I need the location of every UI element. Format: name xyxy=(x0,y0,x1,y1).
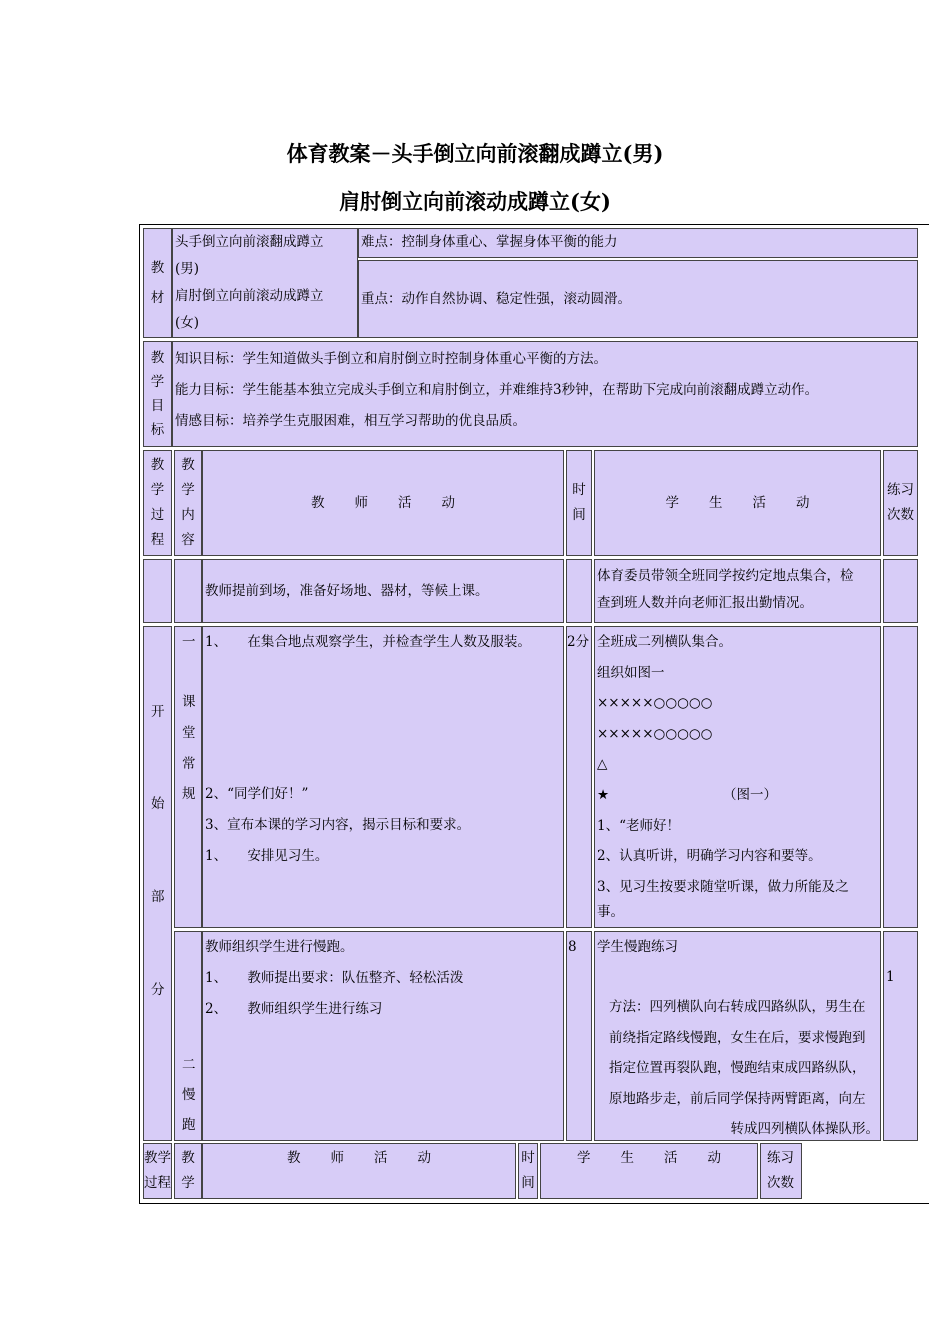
header-process-3: 过 xyxy=(150,507,165,523)
objective-emotion: 情感目标：培养学生克服困难，相互学习帮助的优良品质。 xyxy=(175,413,526,429)
row0-student-line-1: 体育委员带领全班同学按约定地点集合，检 xyxy=(597,568,854,584)
footer-teacher-cell xyxy=(202,1143,516,1199)
footer-student-text: 学生活动 xyxy=(577,1150,751,1166)
figure-caption: （图一） xyxy=(723,787,777,803)
footer-time-1: 时 xyxy=(521,1150,535,1166)
materials-label-1: 教 xyxy=(150,260,165,276)
row1-student-7: 1、“老师好！ xyxy=(597,817,680,834)
row1-content-1: 一 xyxy=(182,634,196,650)
header-time-2: 间 xyxy=(572,507,586,523)
row2-teacher-cell xyxy=(202,931,564,1141)
row1-student-1: 全班成二列横队集合。 xyxy=(597,634,732,650)
header-process-cell xyxy=(143,450,172,556)
section-start-1: 开 xyxy=(151,704,165,720)
header-process-2: 学 xyxy=(150,482,165,498)
row1-content-2: 课 xyxy=(182,694,196,710)
row1-student-10: 事。 xyxy=(597,904,624,921)
footer-process-1: 教学 xyxy=(144,1150,171,1166)
objectives-label-3: 目 xyxy=(150,398,165,414)
row1-teacher-cell xyxy=(202,626,564,928)
section-start-3: 部 xyxy=(151,889,165,905)
row1-student-formation-1: ×××××○○○○○ xyxy=(597,695,713,712)
row1-student-cell xyxy=(594,626,881,928)
row2-teacher-3: 2、 教师组织学生进行练习 xyxy=(205,1001,383,1017)
row2-student-cell xyxy=(594,931,881,1141)
header-teacher-cell xyxy=(202,450,564,556)
objectives-label-cell xyxy=(143,341,172,447)
header-student-cell xyxy=(594,450,881,556)
row2-reps-cell xyxy=(883,931,918,1141)
row1-content-cell xyxy=(174,626,202,928)
row0-teacher-text: 教师提前到场，准备好场地、器材，等候上课。 xyxy=(205,583,489,599)
row2-content-2: 慢 xyxy=(182,1087,196,1103)
header-process-1: 教 xyxy=(150,457,165,473)
materials-label-cell xyxy=(143,228,172,338)
row0-teacher-cell xyxy=(202,559,564,623)
row2-reps: 1 xyxy=(886,969,895,985)
header-time-1: 时 xyxy=(572,482,586,498)
row2-method-4: 原地路步走，前后同学保持两臂距离，向左 xyxy=(609,1090,866,1107)
key-point-cell xyxy=(358,260,918,338)
footer-time-2: 间 xyxy=(521,1175,535,1191)
key-point-text: 重点：动作自然协调、稳定性强，滚动圆滑。 xyxy=(361,291,631,307)
objectives-cell xyxy=(172,341,918,447)
header-content-cell xyxy=(174,450,202,556)
row2-content-3: 跑 xyxy=(182,1117,196,1133)
row2-method-5: 转成四列横队体操队形。 xyxy=(730,1121,879,1137)
row2-time: 8 xyxy=(568,939,577,955)
row2-method-2: 前绕指定路线慢跑，女生在后，要求慢跑到 xyxy=(609,1029,866,1046)
header-content-1: 教 xyxy=(181,457,195,473)
row0-content-cell xyxy=(174,559,202,623)
row0-time-cell xyxy=(566,559,592,623)
header-reps-cell xyxy=(883,450,918,556)
header-time-cell xyxy=(566,450,592,556)
row1-teacher-3: 3、宣布本课的学习内容，揭示目标和要求。 xyxy=(205,817,471,833)
footer-reps-cell xyxy=(760,1143,802,1199)
row1-student-8: 2、认真听讲，明确学习内容和要等。 xyxy=(597,848,822,865)
row2-method-3: 指定位置再裂队跑，慢跑结束成四路纵队， xyxy=(609,1060,866,1076)
row1-student-star-mark: ★ xyxy=(597,786,610,803)
footer-content-cell xyxy=(174,1143,202,1199)
materials-line-4: (女) xyxy=(175,315,200,331)
row1-teacher-2: 2、“同学们好！” xyxy=(205,786,309,802)
header-process-4: 程 xyxy=(150,532,165,548)
footer-reps-1: 练习 xyxy=(767,1150,794,1166)
footer-time-cell xyxy=(518,1143,538,1199)
footer-reps-2: 次数 xyxy=(767,1175,794,1191)
footer-content-1: 教 xyxy=(181,1150,195,1166)
page-title-line2: 肩肘倒立向前滚动成蹲立(女) xyxy=(339,189,611,214)
row2-method-1: 方法：四列横队向右转成四路纵队，男生在 xyxy=(609,999,866,1015)
header-teacher-text: 教师活动 xyxy=(311,495,485,511)
page-title-line1: 体育教案－头手倒立向前滚翻成蹲立(男) xyxy=(286,141,664,166)
objectives-label-2: 学 xyxy=(150,374,165,390)
row2-time-cell xyxy=(566,931,592,1141)
materials-content-cell xyxy=(172,228,358,338)
header-student-text: 学生活动 xyxy=(665,495,840,511)
header-content-4: 容 xyxy=(181,532,195,548)
row2-content-cell xyxy=(174,931,202,1141)
footer-process-cell xyxy=(143,1143,172,1199)
objective-ability: 能力目标：学生能基本独立完成头手倒立和肩肘倒立，并难维持3秒钟，在帮助下完成向前滚翻成蹲立动作。 xyxy=(175,382,819,398)
row2-student-title: 学生慢跑练习 xyxy=(597,939,678,955)
objectives-label-1: 教 xyxy=(150,350,165,366)
materials-label-2: 材 xyxy=(150,290,165,306)
footer-process-2: 过程 xyxy=(144,1175,171,1191)
section-start-2: 始 xyxy=(151,796,165,812)
row2-teacher-2: 1、 教师提出要求：队伍整齐、轻松活泼 xyxy=(205,970,464,986)
footer-student-cell xyxy=(540,1143,758,1199)
row1-reps-cell xyxy=(883,626,918,928)
header-reps-1: 练习 xyxy=(887,482,914,498)
section-start-4: 分 xyxy=(151,982,165,998)
materials-line-1: 头手倒立向前滚翻成蹲立 xyxy=(175,234,324,250)
footer-teacher-text: 教师活动 xyxy=(287,1150,461,1166)
header-content-3: 内 xyxy=(181,507,195,523)
row2-teacher-1: 教师组织学生进行慢跑。 xyxy=(205,939,354,955)
row1-content-3: 堂 xyxy=(182,725,196,741)
objectives-label-4: 标 xyxy=(150,422,165,438)
row1-content-5: 规 xyxy=(182,786,196,802)
row1-teacher-4: 1、 安排见习生。 xyxy=(205,848,329,864)
row1-student-9: 3、见习生按要求随堂听课，做力所能及之 xyxy=(597,878,849,895)
materials-line-2: (男) xyxy=(175,261,200,277)
objective-knowledge: 知识目标：学生知道做头手倒立和肩肘倒立时控制身体重心平衡的方法。 xyxy=(175,351,607,367)
row0-process-cell xyxy=(143,559,172,623)
difficulty-text: 难点：控制身体重心、掌握身体平衡的能力 xyxy=(361,234,618,250)
footer-content-2: 学 xyxy=(181,1175,195,1191)
row0-reps-cell xyxy=(883,559,918,623)
row1-content-4: 常 xyxy=(182,756,196,772)
row0-student-cell xyxy=(594,559,881,623)
row1-student-2: 组织如图一 xyxy=(597,664,665,681)
row2-method xyxy=(609,992,881,1141)
row1-time: 2分 xyxy=(567,634,590,650)
difficulty-cell xyxy=(358,228,918,258)
materials-line-3: 肩肘倒立向前滚动成蹲立 xyxy=(175,288,324,304)
row1-time-cell xyxy=(566,626,592,928)
row2-content-1: 二 xyxy=(182,1057,196,1073)
section-start-label-cell xyxy=(143,626,172,1141)
row0-student-line-2: 查到班人数并向老师汇报出勤情况。 xyxy=(597,595,813,611)
row1-student-teacher-mark: △ xyxy=(597,756,608,773)
row1-student-formation-2: ×××××○○○○○ xyxy=(597,725,713,742)
header-content-2: 学 xyxy=(181,482,195,498)
header-reps-2: 次数 xyxy=(887,507,914,523)
row1-teacher-1: 1、 在集合地点观察学生，并检查学生人数及服装。 xyxy=(205,634,531,650)
